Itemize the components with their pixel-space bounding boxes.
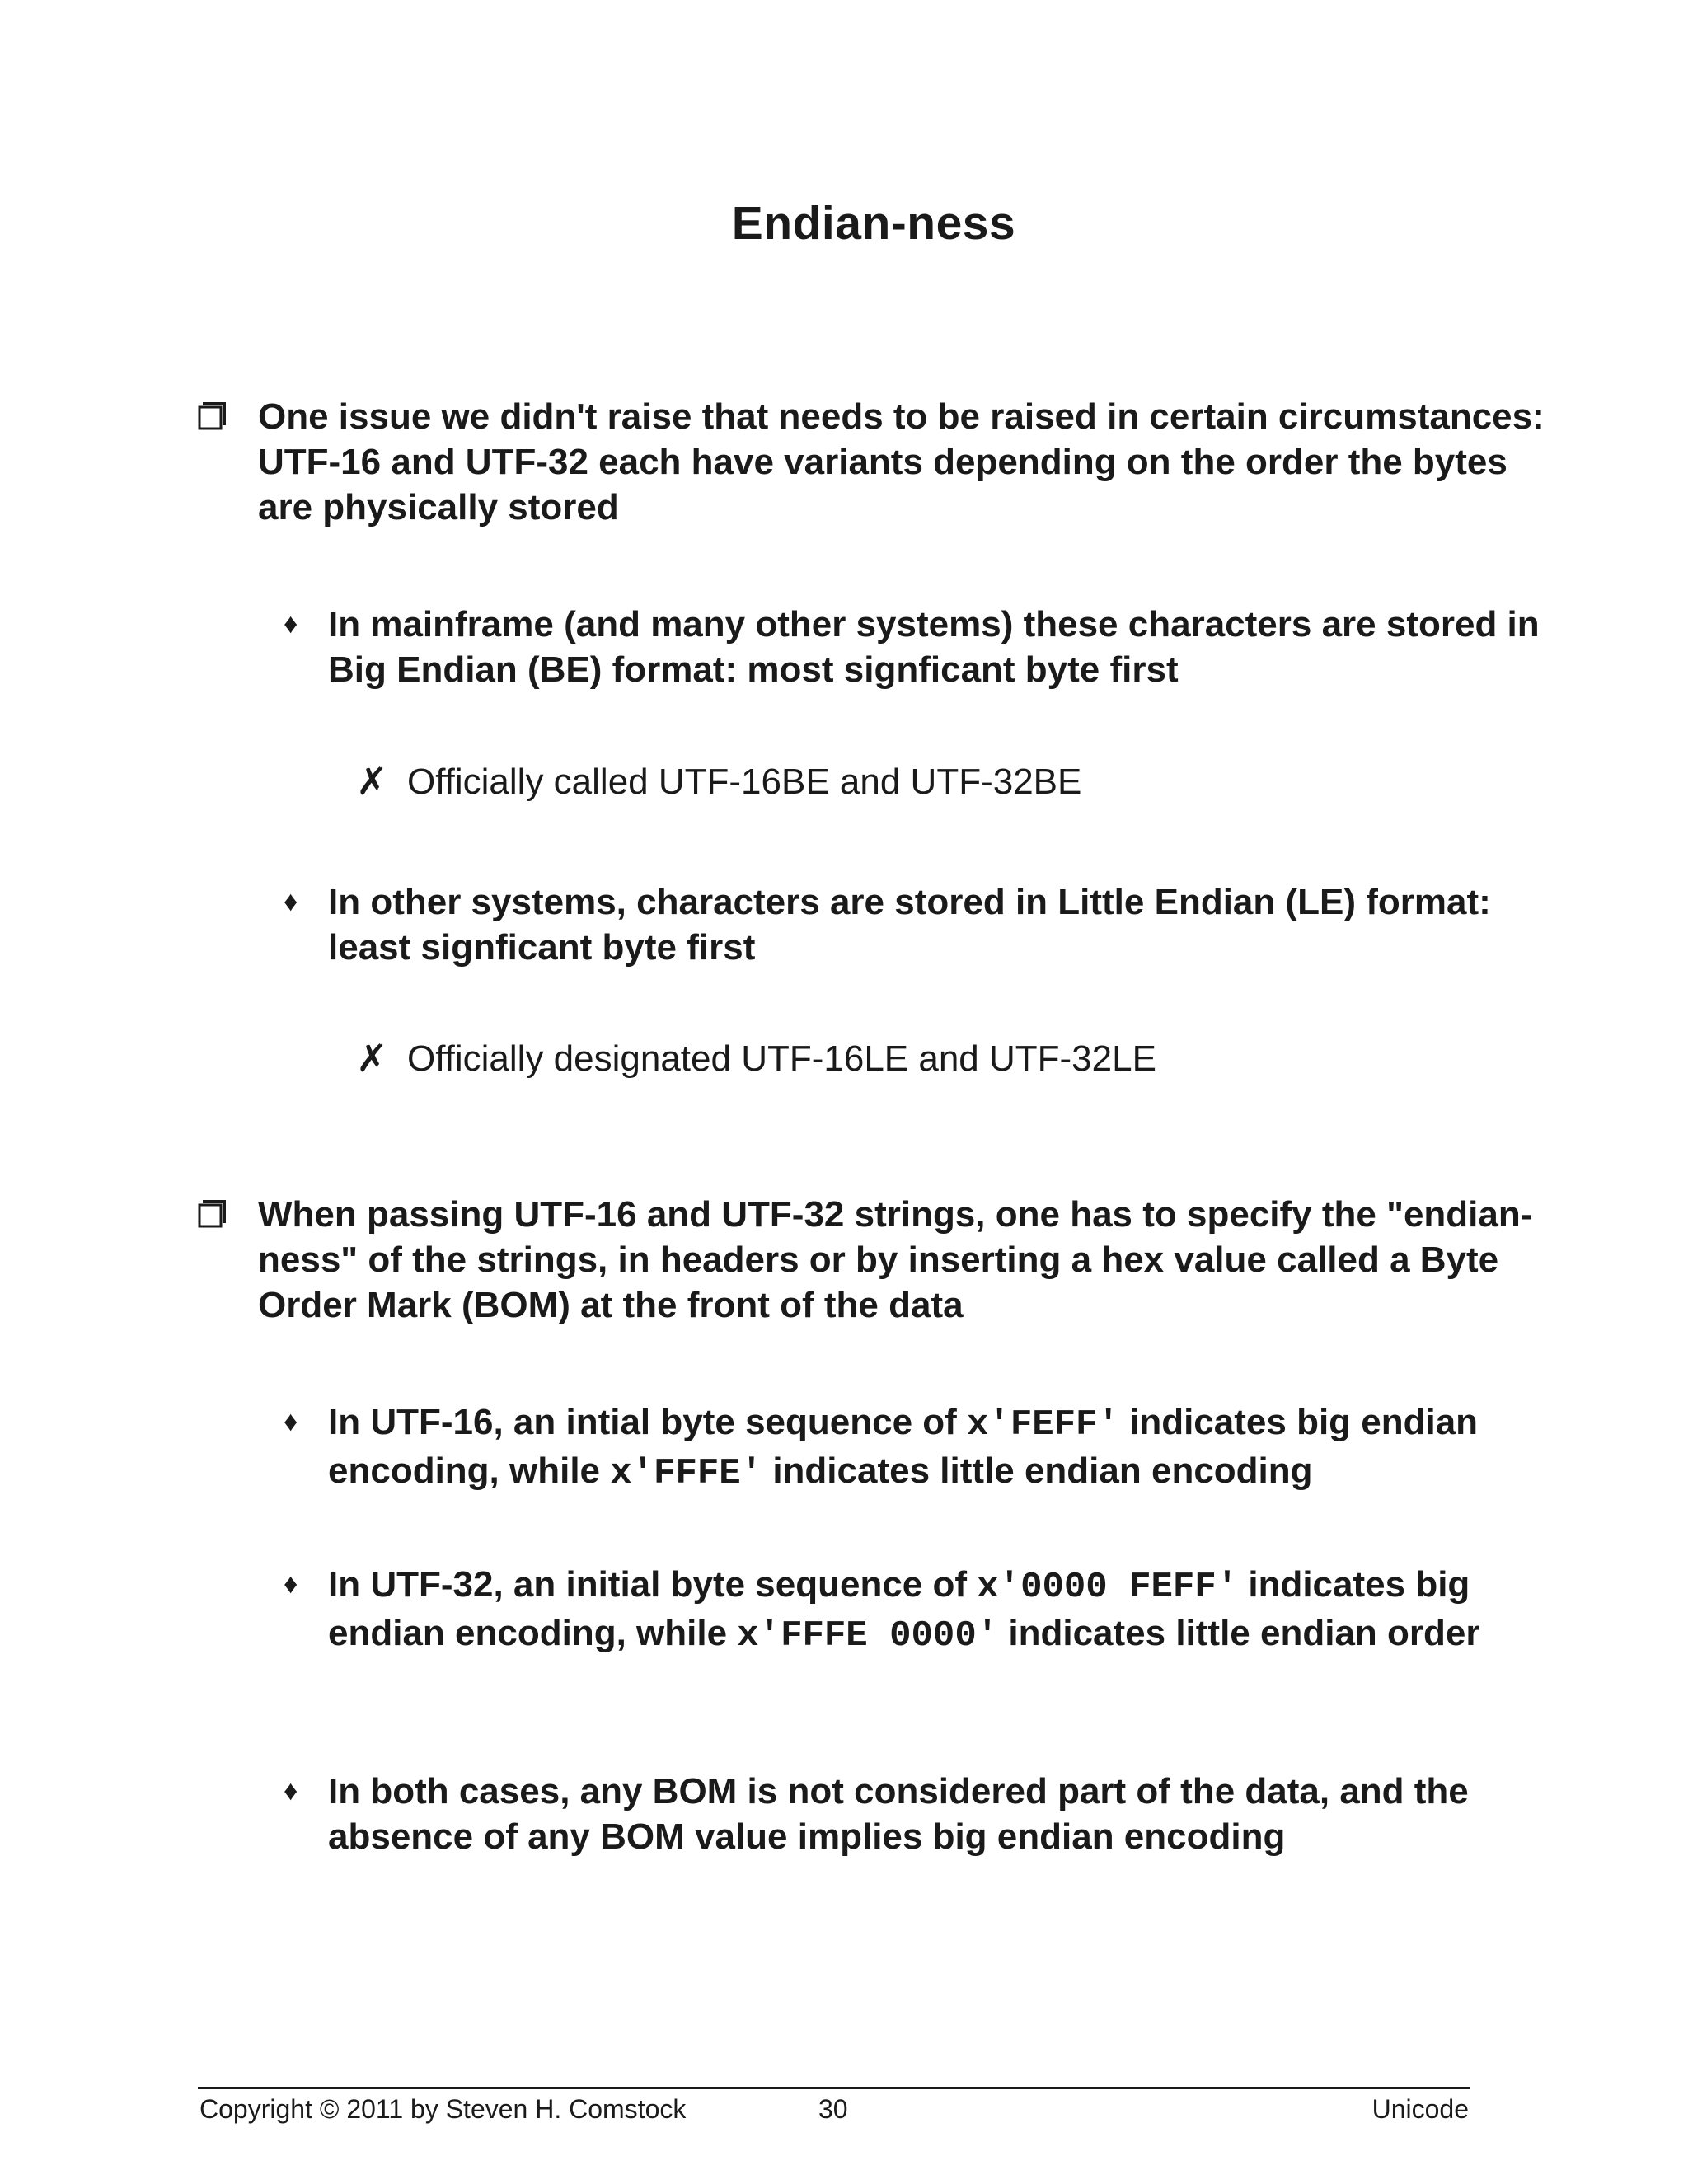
bullet-text (328, 1562, 1553, 1659)
bullet-level1 (198, 1192, 1550, 1328)
bullet-text: In other systems, characters are stored in Little Endian (LE) format: least signficant byte first (328, 882, 1491, 968)
text-run: In UTF-32, an initial byte sequence of (328, 1564, 978, 1605)
bullet-level2 (284, 1562, 1553, 1659)
bullet-text: Officially designated UTF-16LE and UTF-32LE (407, 1038, 1156, 1079)
bullet-level1 (198, 394, 1550, 530)
bullet-level3 (356, 1036, 1510, 1081)
bullet-level3 (356, 759, 1510, 804)
hex-code: x'0000 FEFF' (977, 1567, 1239, 1608)
text-run: indicates big endian encoding, while (328, 1564, 1470, 1653)
footer-divider (198, 2087, 1470, 2089)
bullet-text: One issue we didn't raise that needs to be raised in certain circumstances: UTF-16 and UTF-32 each have variants depending on the order the bytes are physically stored (258, 396, 1545, 527)
bullet-text: Officially called UTF-16BE and UTF-32BE (407, 762, 1082, 802)
footer-section: Unicode (1372, 2094, 1469, 2124)
hex-code: x'FFFE' (610, 1453, 763, 1494)
hex-code: x'FEFF' (967, 1404, 1119, 1446)
diamond-icon: ♦ (284, 886, 298, 917)
bullet-text: When passing UTF-16 and UTF-32 strings, one has to specify the "endian-ness" of the strings, in headers or by inserting a hex value called a Byte Order Mark (BOM) at the front of the data (258, 1194, 1533, 1325)
ballot-x-icon: ✗ (356, 760, 388, 803)
footer-copyright: Copyright © 2011 by Steven H. Comstock (199, 2094, 687, 2124)
hex-code: x'FFFE 0000' (737, 1615, 999, 1657)
ballot-x-icon: ✗ (356, 1037, 388, 1080)
text-run: indicates little endian encoding (762, 1451, 1313, 1491)
footer-page-number: 30 (818, 2094, 848, 2124)
text-run: In UTF-16, an intial byte sequence of (328, 1402, 968, 1442)
text-run: indicates big endian encoding, while (328, 1402, 1479, 1491)
bullet-level2 (284, 879, 1553, 970)
diamond-icon: ♦ (284, 608, 298, 640)
diamond-icon: ♦ (284, 1568, 298, 1600)
diamond-icon: ♦ (284, 1406, 298, 1437)
page-title: Endian-ness (731, 197, 1016, 250)
text-run: indicates little endian order (998, 1613, 1480, 1653)
bullet-text: In mainframe (and many other systems) these characters are stored in Big Endian (BE) format: most signficant byte first (328, 604, 1540, 690)
hollow-square-icon (198, 402, 226, 430)
hollow-square-icon (198, 1200, 226, 1228)
bullet-level2 (284, 1399, 1553, 1497)
bullet-text (328, 1399, 1553, 1497)
bullet-level2 (284, 602, 1553, 692)
bullet-text: In both cases, any BOM is not considered part of the data, and the absence of any BOM value implies big endian encoding (328, 1771, 1469, 1857)
diamond-icon: ♦ (284, 1775, 298, 1807)
bullet-level2 (284, 1769, 1553, 1859)
